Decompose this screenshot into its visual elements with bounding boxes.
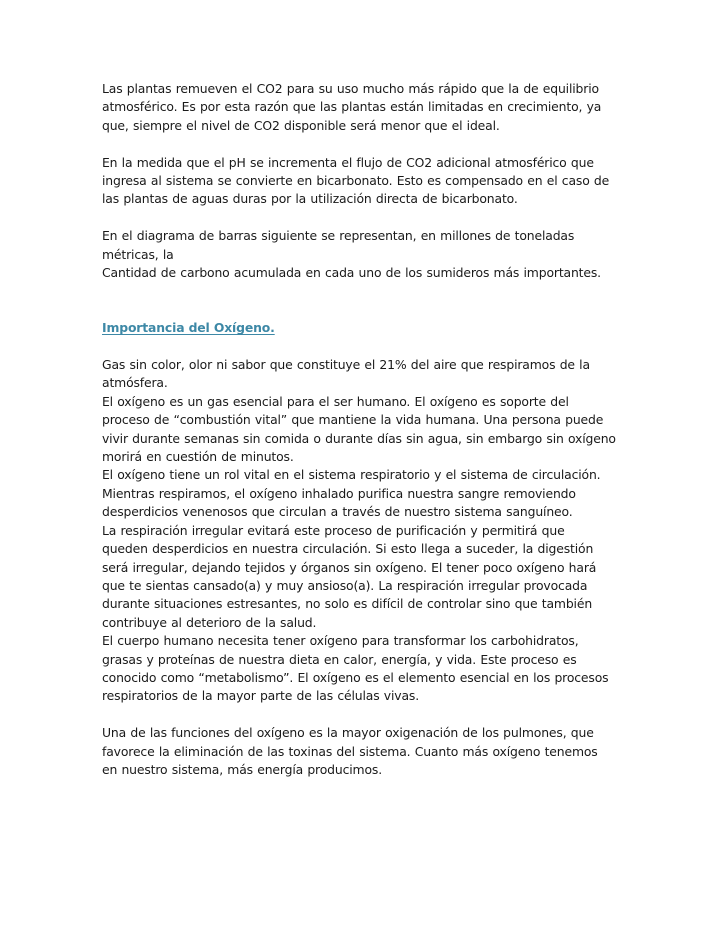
text-line: que, siempre el nivel de CO2 disponible será menor que el ideal. bbox=[102, 117, 500, 133]
text-line: El cuerpo humano necesita tener oxígeno para transformar los carbohidratos, bbox=[102, 633, 579, 649]
text-line: en nuestro sistema, más energía producimos. bbox=[102, 761, 382, 777]
text-line: durante situaciones estresantes, no solo es difícil de controlar sino que también bbox=[102, 596, 593, 612]
text-line: Gas sin color, olor ni sabor que constituye el 21% del aire que respiramos de la bbox=[102, 357, 590, 373]
text-line: Cantidad de carbono acumulada en cada uno de los sumideros más importantes. bbox=[102, 265, 601, 281]
text-line: ingresa al sistema se convierte en bicarbonato. Esto es compensado en el caso de bbox=[102, 173, 610, 189]
paragraph-spacer bbox=[102, 209, 632, 227]
text-line: que te sientas cansado(a) y muy ansioso(a). La respiración irregular provocada bbox=[102, 577, 588, 593]
text-line: Una de las funciones del oxígeno es la mayor oxigenación de los pulmones, que bbox=[102, 725, 594, 741]
paragraph-oxygen-description bbox=[102, 356, 632, 706]
text-line: métricas, la bbox=[102, 246, 174, 262]
text-line: atmosférico. Es por esta razón que las plantas están limitadas en crecimiento, ya bbox=[102, 99, 602, 115]
text-line: contribuye al deterioro de la salud. bbox=[102, 614, 317, 630]
text-line: conocido como “metabolismo”. El oxígeno es el elemento esencial en los procesos bbox=[102, 669, 609, 685]
text-line: En la medida que el pH se incrementa el flujo de CO2 adicional atmosférico que bbox=[102, 154, 594, 170]
text-line: morirá en cuestión de minutos. bbox=[102, 449, 294, 465]
text-line: las plantas de aguas duras por la utilización directa de bicarbonato. bbox=[102, 191, 518, 207]
text-line: queden desperdicios en nuestra circulación. Si esto llega a suceder, la digestión bbox=[102, 541, 594, 557]
text-line: Las plantas remueven el CO2 para su uso mucho más rápido que la de equilibrio bbox=[102, 81, 599, 96]
text-line: En el diagrama de barras siguiente se representan, en millones de toneladas bbox=[102, 228, 575, 244]
text-line: respiratorios de la mayor parte de las células vivas. bbox=[102, 688, 419, 704]
paragraph-spacer bbox=[102, 135, 632, 153]
text-line: Mientras respiramos, el oxígeno inhalado purifica nuestra sangre removiendo bbox=[102, 485, 576, 501]
text-line: será irregular, dejando tejidos y órganos sin oxígeno. El tener poco oxígeno hará bbox=[102, 559, 597, 575]
text-line: El oxígeno es un gas esencial para el ser humano. El oxígeno es soporte del bbox=[102, 393, 569, 409]
paragraph-spacer bbox=[102, 338, 632, 356]
document-page bbox=[102, 80, 632, 779]
text-line: vivir durante semanas sin comida o durante días sin agua, sin embargo sin oxígeno bbox=[102, 430, 616, 446]
text-line: proceso de “combustión vital” que mantiene la vida humana. Una persona puede bbox=[102, 412, 604, 428]
paragraph-oxygen-functions bbox=[102, 724, 632, 779]
paragraph-bar-diagram-intro bbox=[102, 227, 632, 282]
text-line: grasas y proteínas de nuestra dieta en calor, energía, y vida. Este proceso es bbox=[102, 651, 577, 667]
paragraph-ph-bicarbonate bbox=[102, 154, 632, 209]
paragraph-co2-removal bbox=[102, 80, 632, 135]
section-heading: Importancia del Oxígeno. bbox=[102, 320, 275, 336]
text-line: desperdicios venenosos que circulan a través de nuestro sistema sanguíneo. bbox=[102, 504, 573, 520]
text-line: El oxígeno tiene un rol vital en el sistema respiratorio y el sistema de circulación. bbox=[102, 467, 601, 483]
text-line: favorece la eliminación de las toxinas del sistema. Cuanto más oxígeno tenemos bbox=[102, 743, 598, 759]
text-line: atmósfera. bbox=[102, 375, 168, 391]
text-line: La respiración irregular evitará este proceso de purificación y permitirá que bbox=[102, 522, 565, 538]
paragraph-spacer bbox=[102, 706, 632, 724]
paragraph-spacer bbox=[102, 282, 632, 319]
